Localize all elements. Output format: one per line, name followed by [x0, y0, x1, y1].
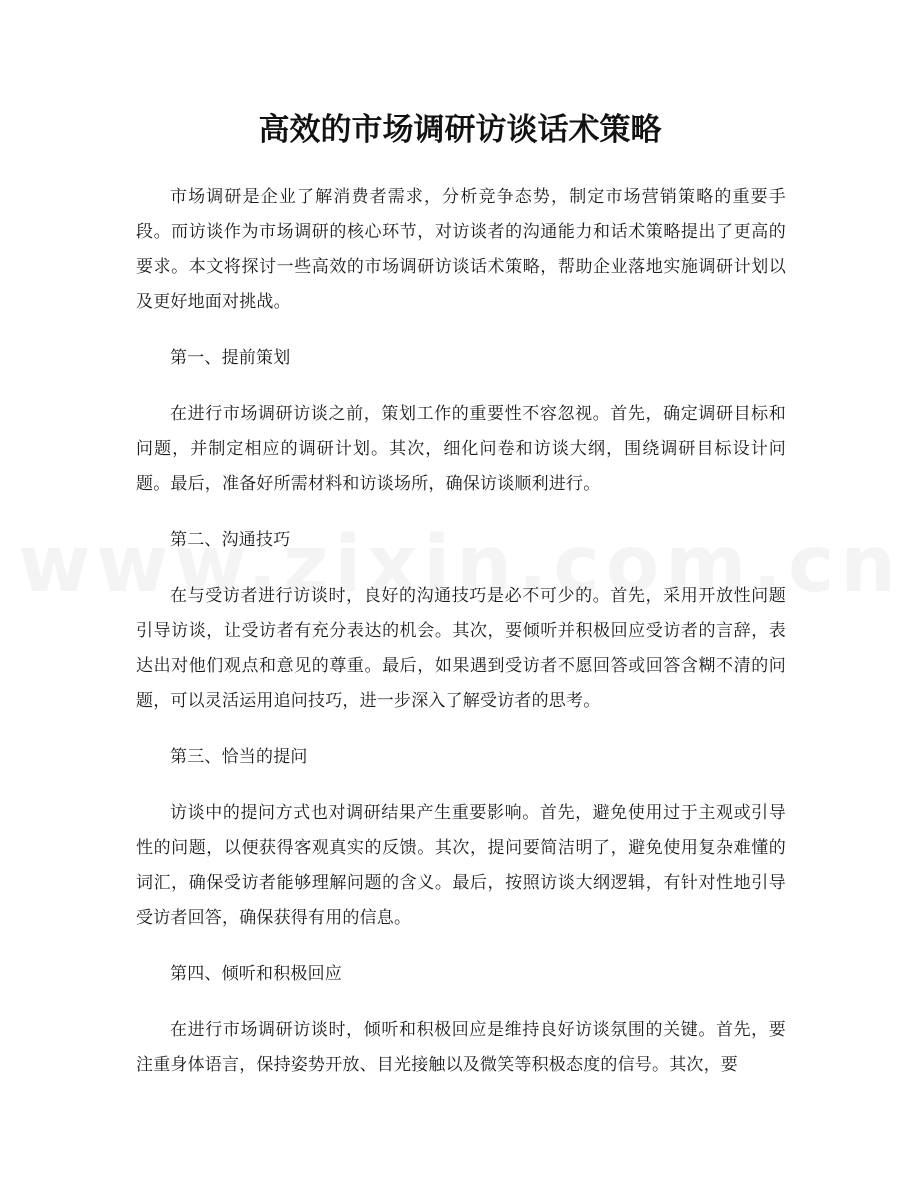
section-paragraph: 在进行市场调研访谈之前，策划工作的重要性不容忽视。首先，确定调研目标和问题，并制定相应的调研计划。其次，细化问卷和访谈大纲，围绕调研目标设计问题。最后，准备好所需材料和访谈场所，确保访谈顺利进行。 — [136, 404, 786, 494]
document-body — [136, 180, 786, 1104]
section-paragraph: 在与受访者进行访谈时，良好的沟通技巧是必不可少的。首先，采用开放性问题引导访谈，让受访者有充分表达的机会。其次，要倾听并积极回应受访者的言辞，表达出对他们观点和意见的尊重。最后，如果遇到受访者不愿回答或回答含糊不清的问题，可以灵活运用追问技巧，进一步深入了解受访者的思考。 — [136, 586, 786, 711]
section-heading: 第三、恰当的提问 — [170, 747, 308, 767]
section-paragraph: 在进行市场调研访谈时，倾听和积极回应是维持良好访谈氛围的关键。首先，要注重身体语言，保持姿势开放、目光接触以及微笑等积极态度的信号。其次，要 — [136, 1020, 786, 1075]
intro-paragraph: 市场调研是企业了解消费者需求，分析竞争态势，制定市场营销策略的重要手段。而访谈作为市场调研的核心环节，对访谈者的沟通能力和话术策略提出了更高的要求。本文将探讨一些高效的市场调研访谈话术策略，帮助企业落地实施调研计划以及更好地面对挑战。 — [136, 187, 786, 312]
section-paragraph: 访谈中的提问方式也对调研结果产生重要影响。首先，避免使用过于主观或引导性的问题，以便获得客观真实的反馈。其次，提问要简洁明了，避免使用复杂难懂的词汇，确保受访者能够理解问题的含义。最后，按照访谈大纲逻辑，有针对性地引导受访者回答，确保获得有用的信息。 — [136, 803, 786, 928]
document-title: 高效的市场调研访谈话术策略 — [258, 112, 662, 148]
section-heading: 第四、倾听和积极回应 — [170, 964, 342, 984]
section-heading: 第二、沟通技巧 — [170, 530, 291, 550]
section-heading: 第一、提前策划 — [170, 348, 291, 368]
